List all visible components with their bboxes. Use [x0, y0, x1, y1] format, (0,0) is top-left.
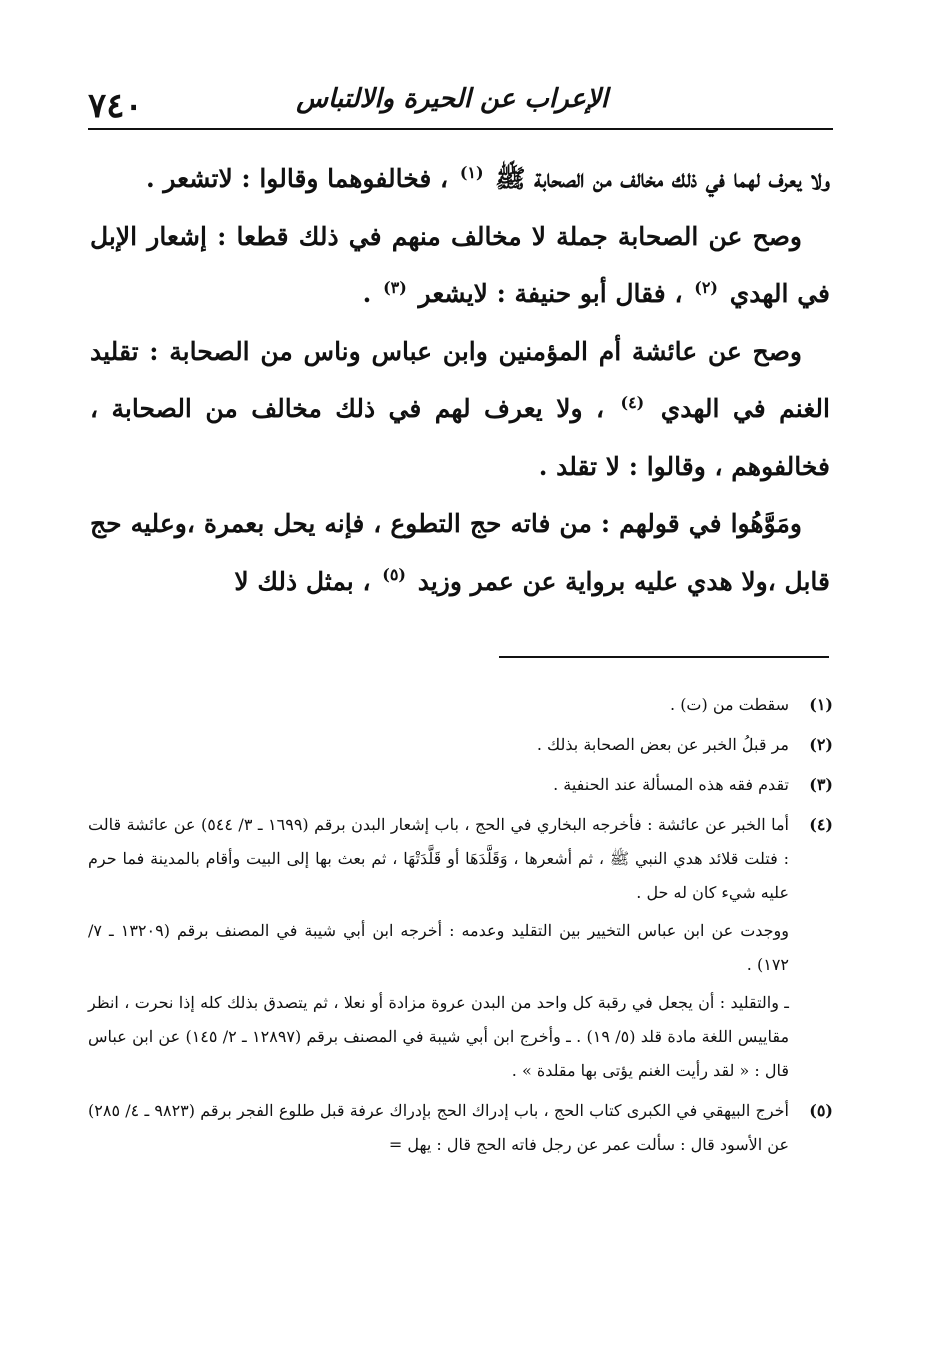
footnote-text: أما الخبر عن عائشة : فأخرجه البخاري في الحج ، باب إشعار البدن برقم (١٦٩٩ ـ ٣/ ٥٤٤) عن عائشة قالت : فتلت قلائد هدي النبي ﷺ ، ثم أشعرها ، وَقَلَّدَهَا أو قَلَّدَتْهَا ، ثم بعث بها إلى البيت وأقام بالمدينة فما حرم عليه شيء كان له حل . — [88, 815, 790, 902]
paragraph — [90, 208, 830, 323]
paragraph — [90, 150, 830, 208]
footnote-text: ـ والتقليد : أن يجعل في رقبة كل واحد من البدن عروة مزادة أو نعلا ، ثم يتصدق بذلك كله إذا نحرت ، انظر مقاييس اللغة مادة قلد (٥/ ١٩) . ـ وأخرج ابن أبي شيبة في المصنف برقم (١٢٨٩٧ ـ ٢/ ١٤٥) عن ابن عباس قال : « لقد رأيت الغنم يؤتى بها مقلدة » . — [88, 993, 790, 1080]
footnote-text: مر قبلُ الخبر عن بعض الصحابة بذلك . — [536, 735, 789, 754]
header-rule — [88, 128, 833, 130]
paragraph-text: ، بمثل ذلك لا — [234, 566, 371, 596]
paragraph-text: ، فقال أبو حنيفة : لايشعر — [418, 279, 683, 308]
footnote-text: ووجدت عن ابن عباس التخيير بين التقليد وعدمه : أخرجه ابن أبي شيبة في المصنف برقم (١٣٢٠٩ ـ ٧/ ١٧٢) . — [88, 921, 790, 974]
paragraph-text: ومَوَّهُوا في قولهم : من فاته حج التطوع ، فإنه يحل بعمرة ،وعليه حج قابل ،ولا هدي عليه برواية عن عمر وزيد — [90, 509, 830, 596]
footnote — [88, 1094, 833, 1162]
paragraph-text: وصح عن عائشة أم المؤمنين وابن عباس وناس من الصحابة : تقليد الغنم في الهدي — [90, 336, 830, 423]
footnote-number: (١) — [809, 695, 833, 714]
footnote-text: تقدم فقه هذه المسألة عند الحنفية . — [553, 775, 789, 794]
footnote-ref: (٣) — [383, 277, 407, 297]
footnote-ref: (١) — [459, 162, 484, 182]
footnotes — [88, 688, 833, 1168]
paragraph-text: ، ولا يعرف لهم في ذلك مخالف من الصحابة ، فخالفوهم ، وقالوا : لا تقلد . — [90, 394, 830, 481]
paragraph — [90, 323, 830, 496]
footnote — [88, 688, 833, 722]
footnote — [88, 808, 833, 1088]
page-number: ٧٤٠ — [88, 86, 143, 126]
paragraph-text: . — [362, 279, 372, 308]
running-title: الإعراب عن الحيرة والالتباس — [296, 84, 608, 114]
footnote-ref: (٤) — [620, 392, 645, 412]
footnote-text: سقطت من (ت) . — [670, 695, 789, 714]
footnote — [88, 728, 833, 762]
footnote-number: (٤) — [809, 815, 833, 834]
footnote-separator — [499, 656, 829, 658]
page-header — [88, 78, 833, 130]
footnote-number: (٥) — [809, 1101, 833, 1120]
footnote — [88, 768, 833, 802]
paragraph-text: وصح عن الصحابة جملة لا مخالف منهم في ذلك قطعا : إشعار الإبل في الهدي — [90, 221, 830, 308]
footnote-ref: (٢) — [694, 277, 718, 297]
footnote-number: (٢) — [809, 735, 833, 754]
paragraph — [90, 495, 830, 610]
footnote-number: (٣) — [809, 775, 833, 794]
paragraph-text: ولا يعرف لهما في ذلك مخالف من الصحابة ﷺ — [495, 164, 830, 193]
main-text — [90, 150, 830, 610]
footnote-text: أخرج البيهقي في الكبرى كتاب الحج ، باب إدراك الحج بإدراك عرفة قبل طلوع الفجر برقم (٩٨٢٣ ـ ٤/ ٢٨٥) عن الأسود قال : سألت عمر عن رجل فاته الحج قال : يهل = — [88, 1101, 790, 1154]
footnote-ref: (٥) — [382, 565, 406, 585]
paragraph-text: ، فخالفوهما وقالوا : لاتشعر . — [145, 164, 449, 193]
